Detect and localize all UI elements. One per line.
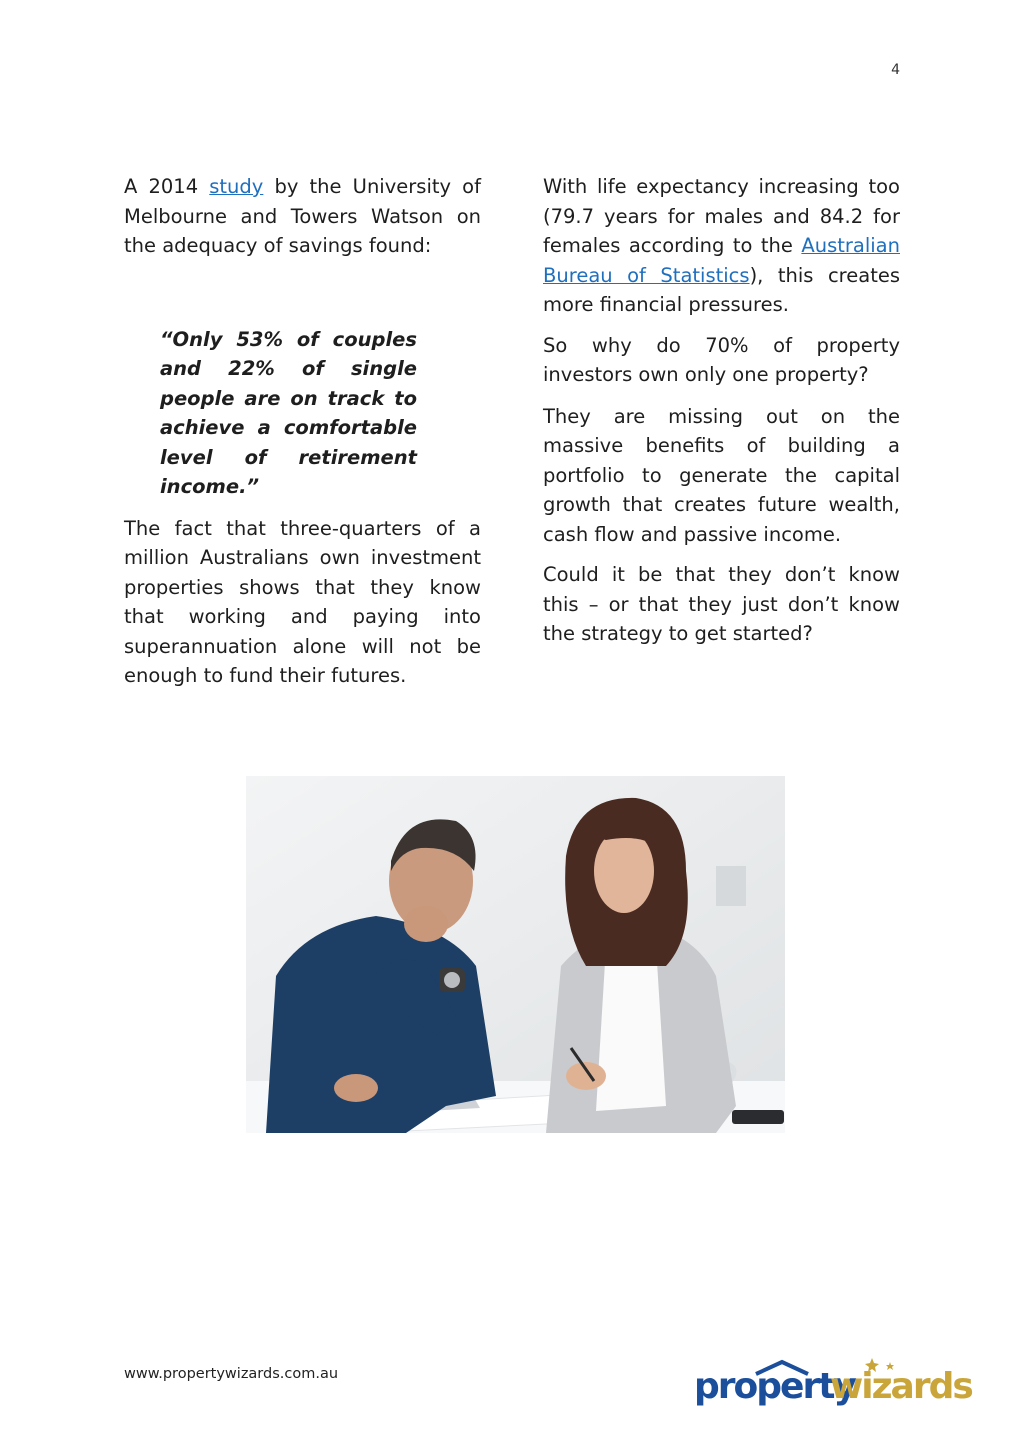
- study-link[interactable]: study: [209, 175, 264, 198]
- logo-text-wizards: wizards: [830, 1366, 972, 1407]
- intro-paragraph: [124, 172, 481, 261]
- couple-reviewing-finances-photo: [246, 776, 785, 1133]
- page-number: 4: [891, 62, 900, 78]
- closing-question-paragraph: Could it be that they don’t know this – or that they just don’t know the strategy to get started?: [543, 563, 900, 645]
- abs-link[interactable]: Australian Bureau of Statistics: [543, 234, 900, 287]
- life-expectancy-paragraph: [543, 172, 900, 320]
- intro-text-end: by the University of Melbourne and Towers Watson on the adequacy of savings found:: [124, 175, 481, 257]
- pull-quote: “Only 53% of couples and 22% of single people are on track to achieve a comfortable level of retirement income.”: [160, 327, 417, 498]
- benefits-paragraph: They are missing out on the massive benefits of building a portfolio to generate the capital growth that creates future wealth, cash flow and passive income.: [543, 404, 900, 546]
- life-expectancy-text-end: ), this creates more financial pressures.: [543, 263, 900, 316]
- left-column: [124, 172, 481, 691]
- intro-text-start: A 2014: [124, 175, 210, 198]
- right-column: [543, 172, 900, 649]
- life-expectancy-text-start: With life expectancy increasing too (79.7 years for males and 84.2 for females according to the: [543, 175, 900, 257]
- propertywizards-logo: [694, 1356, 972, 1414]
- footer-url[interactable]: www.propertywizards.com.au: [124, 1366, 339, 1382]
- investors-paragraph: The fact that three-quarters of a million Australians own investment properties shows that they know that working and paying into superannuation alone will not be enough to fund their futures.: [124, 516, 481, 687]
- question-paragraph: So why do 70% of property investors own only one property?: [543, 333, 900, 386]
- logo-text-property: property: [694, 1366, 855, 1407]
